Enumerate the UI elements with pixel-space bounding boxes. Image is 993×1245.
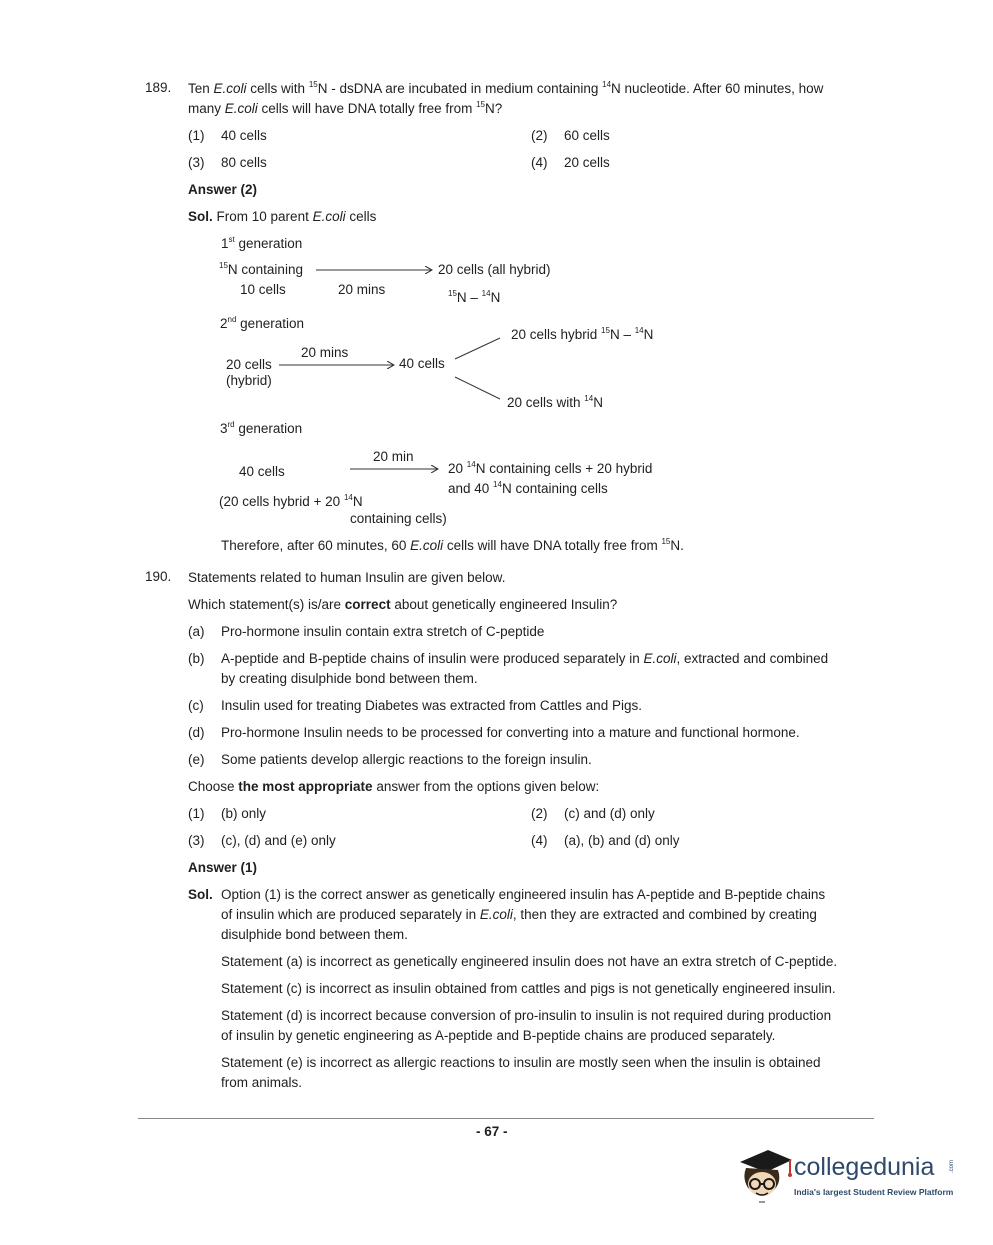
generation-3-heading: 3rd generation [220, 420, 303, 436]
gen2-lower-branch: 20 cells with $^{14}$N [507, 394, 603, 410]
q190-option-3: (3) (c), (d) and (e) only [188, 833, 336, 848]
footer-divider [138, 1118, 874, 1119]
gen3-left-composition: (20 cells hybrid + 20 $^{14}$N [219, 493, 363, 509]
gen2-left-count: 20 cells [226, 357, 272, 372]
gen1-time: 20 mins [338, 282, 386, 297]
statement-c: (c) Insulin used for treating Diabetes was extracted from Cattles and Pigs. [188, 698, 642, 713]
explanation-e-line1: Statement (e) is incorrect as allergic reactions to insulin are mostly seen when the insulin is obtained [221, 1055, 821, 1070]
gen1-result: 20 cells (all hybrid) [438, 262, 551, 277]
q190-solution-label: Sol. [188, 887, 213, 902]
brand-tagline: India's largest Student Review Platform [794, 1187, 954, 1197]
statement-d: (d) Pro-hormone Insulin needs to be processed for converting into a mature and functional hormone. [188, 725, 800, 740]
explanation-e-line2: from animals. [221, 1075, 303, 1090]
page-number: - 67 - [476, 1124, 508, 1139]
statement-e: (e) Some patients develop allergic reactions to the foreign insulin. [188, 752, 592, 767]
q190-number: 190. [145, 569, 172, 584]
q189-option-2: (2) 60 cells [531, 128, 610, 143]
q189-answer: Answer (2) [188, 182, 258, 197]
q189-number: 189. [145, 80, 172, 95]
gen2-branch-up [455, 338, 500, 359]
q190-stem-2: Which statement(s) is/are correct about genetically engineered Insulin? [188, 597, 618, 612]
gen2-time: 20 mins [301, 345, 349, 360]
q189-stem-line1: Ten E.coli cells with $^{15}$N - dsDNA are incubated in medium containing $^{14}$N nucleotide. After 60 minutes, how [188, 80, 824, 96]
q190-solution-line2: of insulin which are produced separately in E.coli, then they are extracted and combined by creating [221, 907, 817, 922]
gen1-left-count: 10 cells [240, 282, 286, 297]
gen3-left-count: 40 cells [239, 464, 285, 479]
q189-option-1: (1) 40 cells [188, 128, 267, 143]
gen1-result-isotopes: $^{15}$N – $^{14}$N [448, 289, 501, 305]
q190-solution-line1: Option (1) is the correct answer as genetically engineered insulin has A-peptide and B-peptide chains [221, 887, 826, 902]
q189-solution-intro: Sol. From 10 parent E.coli cells [188, 209, 377, 224]
gen3-left-composition-cont: containing cells) [350, 511, 447, 526]
q190-solution-line3: disulphide bond between them. [221, 927, 408, 942]
gen1-left-label: $^{15}$N containing [219, 261, 303, 277]
generation-2-heading: 2nd generation [220, 315, 304, 331]
q190-option-2: (2) (c) and (d) only [531, 806, 655, 821]
q190-option-4: (4) (a), (b) and (d) only [531, 833, 680, 848]
q189-stem-line2: many E.coli cells will have DNA totally free from $^{15}$N? [188, 100, 503, 116]
gen2-branch-down [455, 377, 500, 399]
q189-conclusion: Therefore, after 60 minutes, 60 E.coli cells will have DNA totally free from $^{15}$N. [221, 537, 684, 553]
explanation-d-line1: Statement (d) is incorrect because conversion of pro-insulin to insulin is not required during production [221, 1008, 832, 1023]
explanation-c: Statement (c) is incorrect as insulin obtained from cattles and pigs is not genetically engineered insulin. [221, 981, 836, 996]
gen3-time: 20 min [373, 449, 414, 464]
gen3-result-line2: and 40 $^{14}$N containing cells [448, 480, 608, 496]
q190-choose-instruction: Choose the most appropriate answer from the options given below: [188, 779, 600, 794]
statement-a: (a) Pro-hormone insulin contain extra stretch of C-peptide [188, 624, 545, 639]
q189-option-3: (3) 80 cells [188, 155, 267, 170]
q190-stem-1: Statements related to human Insulin are given below. [188, 570, 506, 585]
gen2-upper-branch: 20 cells hybrid $^{15}$N – $^{14}$N [511, 326, 654, 342]
generation-1-heading: 1st generation [221, 235, 303, 251]
explanation-d-line2: of insulin by genetic engineering as A-peptide and B-peptide chains are produced separately. [221, 1028, 776, 1043]
brand-name: collegedunia [794, 1153, 935, 1181]
gen2-mid-count: 40 cells [399, 356, 445, 371]
collegedunia-mascot-logo [734, 1138, 794, 1208]
q190-option-1: (1) (b) only [188, 806, 267, 821]
gen3-result-line1: 20 $^{14}$N containing cells + 20 hybrid [448, 460, 653, 476]
q190-answer: Answer (1) [188, 860, 258, 875]
statement-b-cont: by creating disulphide bond between them. [221, 671, 478, 686]
gen2-left-type: (hybrid) [226, 373, 272, 388]
statement-b: (b) A-peptide and B-peptide chains of insulin were produced separately in E.coli, extracted and combined [188, 651, 829, 666]
brand-suffix: .com [949, 1160, 955, 1174]
q189-option-4: (4) 20 cells [531, 155, 610, 170]
explanation-a: Statement (a) is incorrect as genetically engineered insulin does not have an extra stretch of C-peptide. [221, 954, 838, 969]
